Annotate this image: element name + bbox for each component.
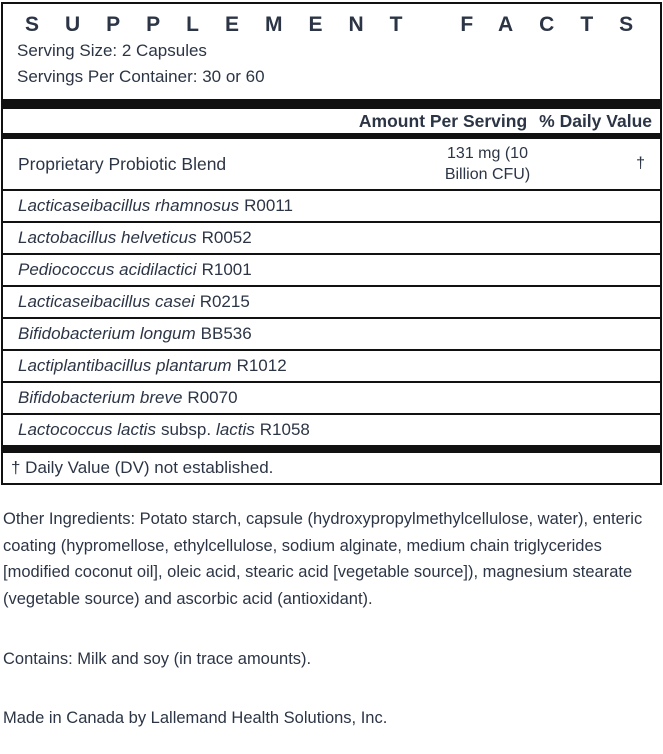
strain-subspecies: lactis	[216, 420, 255, 439]
strain-code: R1001	[201, 260, 252, 279]
divider-thick-bottom	[3, 445, 660, 453]
daily-value-footnote: † Daily Value (DV) not established.	[11, 458, 274, 477]
allergen-contains-text: Contains: Milk and soy (in trace amounts).	[3, 650, 312, 668]
strain-species: Lactococcus lactis	[18, 420, 156, 439]
other-ingredients-text: Other Ingredients: Potato starch, capsule (hydroxypropylmethylcellulose, water), enteric coating (hypromellose, ethylcellulose, sodium alginate, medium chain triglycerides [modified coconut oil], oleic acid, stearic acid [vegetable source]), magnesium stearate (vegetable source) and ascorbic acid (antioxidant).	[3, 510, 643, 608]
strain-row	[3, 253, 660, 285]
made-in-text: Made in Canada by Lallemand Health Solutions, Inc.	[3, 708, 388, 727]
strain-code: R1058	[259, 420, 310, 439]
strain-row	[3, 285, 660, 317]
strain-code: R0070	[187, 388, 238, 407]
blend-row	[3, 139, 660, 189]
serving-size: Serving Size: 2 Capsules	[17, 41, 207, 60]
blend-name: Proprietary Probiotic Blend	[18, 153, 227, 174]
strain-subsp-label: subsp.	[160, 420, 212, 439]
strain-row	[3, 189, 660, 221]
divider-thick-top	[3, 99, 660, 109]
strain-row	[3, 317, 660, 349]
strain-species: Lactiplantibacillus plantarum	[18, 356, 232, 375]
column-header-row	[3, 109, 660, 133]
column-amount-per-serving: Amount Per Serving	[358, 111, 528, 131]
strain-code: R0215	[199, 292, 250, 311]
strain-code: R0052	[201, 228, 252, 247]
strain-species: Lactobacillus helveticus	[18, 228, 197, 247]
strain-species: Bifidobacterium longum	[18, 324, 196, 343]
supplement-facts-box	[1, 2, 662, 485]
strain-row	[3, 413, 660, 445]
strain-code: R1012	[236, 356, 287, 375]
column-percent-daily-value: % Daily Value	[539, 111, 652, 131]
strain-species: Lacticaseibacillus casei	[18, 292, 195, 311]
blend-amount-line2: Billion CFU)	[444, 166, 531, 183]
strain-species: Pediococcus acidilactici	[18, 260, 197, 279]
blend-amount-line1: 131 mg (10	[447, 145, 528, 162]
blend-daily-value-dagger: †	[636, 155, 645, 172]
strain-species: Lacticaseibacillus rhamnosus	[18, 196, 240, 215]
panel-title: SUPPLEMENT FACTS	[25, 13, 660, 36]
strain-row	[3, 349, 660, 381]
strain-code: BB536	[200, 324, 252, 343]
strain-row	[3, 221, 660, 253]
blend-amount	[400, 143, 575, 185]
strain-species: Bifidobacterium breve	[18, 388, 183, 407]
strain-code: R0011	[244, 196, 293, 215]
strain-row	[3, 381, 660, 413]
servings-per-container: Servings Per Container: 30 or 60	[17, 67, 265, 86]
